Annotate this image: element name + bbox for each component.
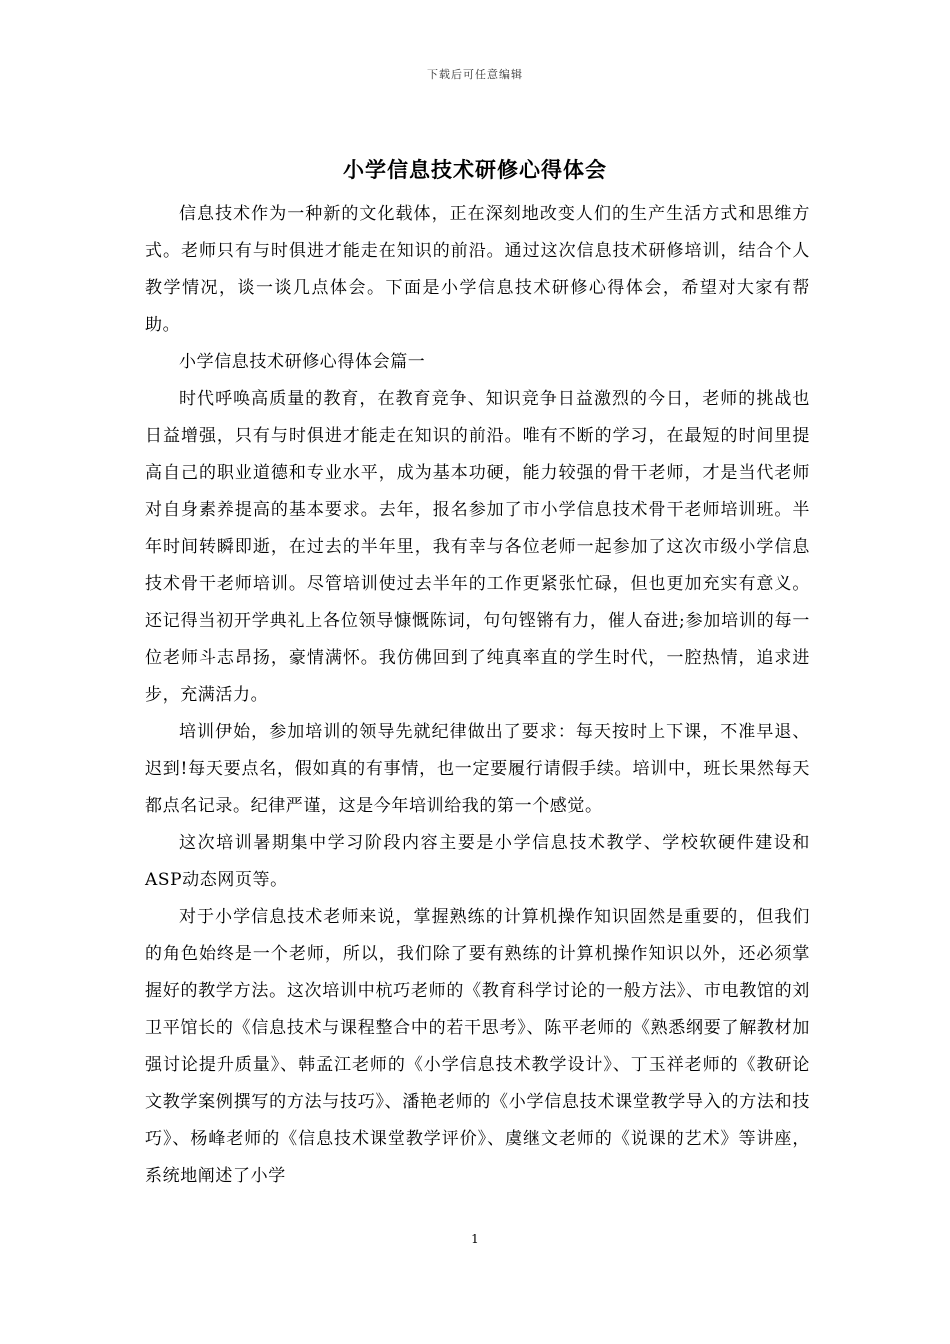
paragraph: 时代呼唤高质量的教育，在教育竞争、知识竞争日益激烈的今日，老师的挑战也日益增强，只有与时俱进才能走在知识的前沿。唯有不断的学习，在最短的时间里提高自己的职业道德和专业水平，成为基本功硬，能力较强的骨干老师，才是当代老师对自身素养提高的基本要求。去年，报名参加了市小学信息技术骨干老师培训班。半年时间转瞬即逝，在过去的半年里，我有幸与各位老师一起参加了这次市级小学信息技术骨干老师培训。尽管培训使过去半年的工作更紧张忙碌，但也更加充实有意义。还记得当初开学典礼上各位领导慷慨陈词，句句铿锵有力，催人奋进;参加培训的每一位老师斗志昂扬，豪情满怀。我仿佛回到了纯真率直的学生时代，一腔热情，追求进步，充满活力。 — [145, 389, 810, 705]
page-number: 1 — [471, 1232, 479, 1246]
paragraph: 对于小学信息技术老师来说，掌握熟练的计算机操作知识固然是重要的，但我们的角色始终是一个老师，所以，我们除了要有熟练的计算机操作知识以外，还必须掌握好的教学方法。这次培训中杭巧老师的《教育科学讨论的一般方法》、市电教馆的刘卫平馆长的《信息技术与课程整合中的若干思考》、陈平老师的《熟悉纲要了解教材加强讨论提升质量》、韩孟江老师的《小学信息技术教学设计》、丁玉祥老师的《教研论文教学案例撰写的方法与技巧》、潘艳老师的《小学信息技术课堂教学导入的方法和技巧》、杨峰老师的《信息技术课堂教学评价》、虞继文老师的《说课的艺术》等讲座，系统地阐述了小学 — [145, 907, 810, 1186]
document-title: 小学信息技术研修心得体会 — [343, 158, 607, 182]
document-body — [145, 196, 810, 1195]
paragraph: 这次培训暑期集中学习阶段内容主要是小学信息技术教学、学校软硬件建设和ASP动态网页等。 — [145, 833, 810, 890]
paragraph-intro: 信息技术作为一种新的文化载体，正在深刻地改变人们的生产生活方式和思维方式。老师只有与时俱进才能走在知识的前沿。通过这次信息技术研修培训，结合个人教学情况，谈一谈几点体会。下面是小学信息技术研修心得体会，希望对大家有帮助。 — [145, 204, 810, 335]
header-note: 下载后可任意编辑 — [427, 68, 523, 81]
section-heading: 小学信息技术研修心得体会篇一 — [179, 352, 426, 372]
paragraph: 培训伊始，参加培训的领导先就纪律做出了要求：每天按时上下课，不准早退、迟到!每天要点名，假如真的有事情，也一定要履行请假手续。培训中，班长果然每天都点名记录。纪律严谨，这是今年培训给我的第一个感觉。 — [145, 722, 810, 816]
